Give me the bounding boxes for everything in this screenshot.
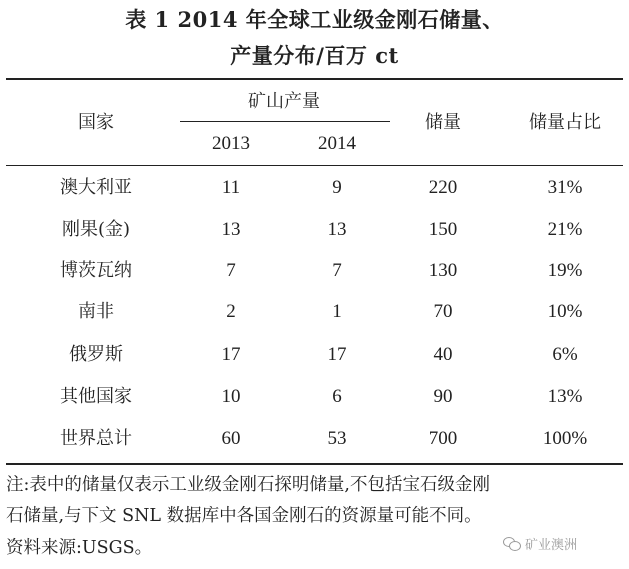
header-country: 国家	[78, 112, 114, 133]
row-reserves: 220	[428, 177, 458, 198]
row-country: 澳大利亚	[60, 177, 132, 198]
row-reserves: 70	[433, 301, 453, 322]
header-reserve-share: 储量占比	[529, 112, 601, 133]
row-2014: 9	[332, 177, 342, 198]
row-2014: 53	[327, 428, 347, 449]
row-country: 南非	[78, 301, 114, 322]
row-share: 19%	[547, 260, 583, 281]
table-title-line-2: 产量分布/百万 ct	[230, 43, 399, 68]
watermark	[503, 534, 577, 553]
table-top-rule	[6, 78, 623, 80]
row-2014: 1	[332, 301, 342, 322]
row-2014: 17	[327, 344, 347, 365]
row-2014: 7	[332, 260, 342, 281]
row-share: 100%	[542, 428, 588, 449]
row-2014: 6	[332, 386, 342, 407]
row-share: 6%	[552, 344, 578, 365]
row-country: 世界总计	[60, 428, 132, 449]
row-reserves: 700	[428, 428, 458, 449]
row-share: 31%	[547, 177, 583, 198]
header-bottom-rule	[6, 165, 623, 166]
table-note-line-2: 石储量,与下文 SNL 数据库中各国金刚石的资源量可能不同。	[6, 506, 482, 526]
row-2013: 13	[221, 219, 241, 240]
header-reserves: 储量	[425, 112, 461, 133]
row-country: 博茨瓦纳	[60, 260, 132, 281]
row-country: 俄罗斯	[69, 344, 123, 365]
row-2013: 2	[226, 301, 236, 322]
row-reserves: 40	[433, 344, 453, 365]
row-reserves: 130	[428, 260, 458, 281]
header-sub-rule	[180, 121, 390, 122]
row-share: 10%	[547, 301, 583, 322]
row-reserves: 90	[433, 386, 453, 407]
row-country: 刚果(金)	[61, 219, 131, 240]
header-mine-production: 矿山产量	[248, 91, 320, 112]
watermark-text: 矿业澳洲	[525, 538, 578, 553]
header-year-2013: 2013	[212, 133, 250, 154]
row-reserves: 150	[428, 219, 458, 240]
row-2014: 13	[327, 219, 347, 240]
header-year-2014: 2014	[318, 133, 356, 154]
table-note-line-1: 注:表中的储量仅表示工业级金刚石探明储量,不包括宝石级金刚	[6, 475, 490, 495]
source-note: 资料来源:USGS。	[6, 538, 153, 558]
row-2013: 11	[221, 177, 241, 198]
row-share: 13%	[547, 386, 583, 407]
row-2013: 7	[226, 260, 236, 281]
table-title-line-1: 表 1 2014 年全球工业级金刚石储量、	[125, 7, 504, 32]
table-bottom-rule	[6, 463, 623, 465]
wechat-icon	[503, 537, 521, 551]
row-2013: 17	[221, 344, 241, 365]
row-country: 其他国家	[60, 386, 132, 407]
row-2013: 60	[221, 428, 241, 449]
row-share: 21%	[547, 219, 583, 240]
row-2013: 10	[221, 386, 241, 407]
